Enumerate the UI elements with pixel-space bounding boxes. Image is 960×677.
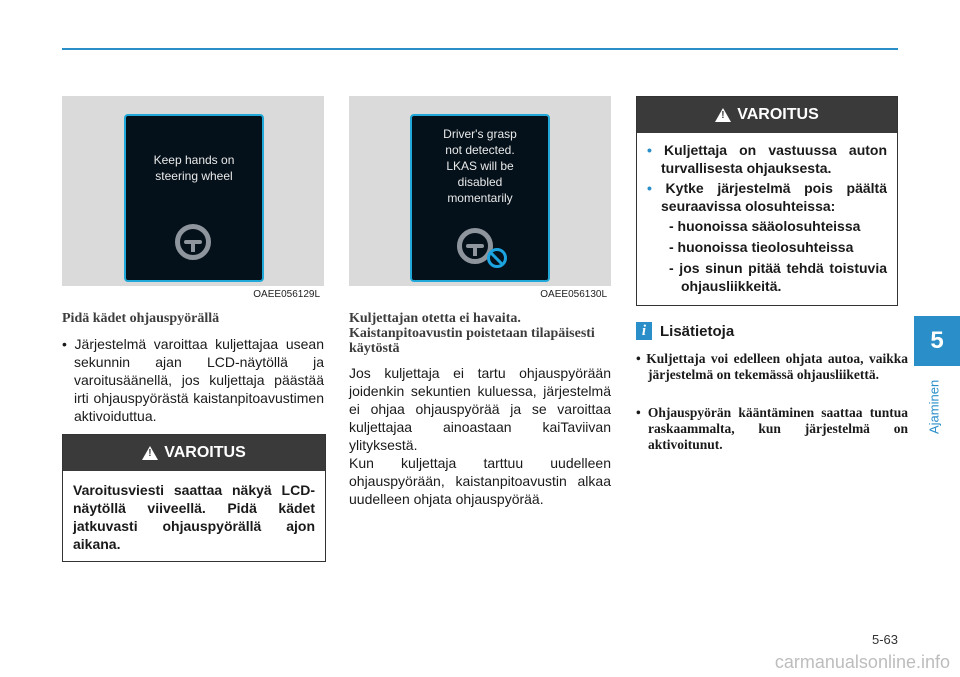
warning-box [62, 434, 326, 562]
lcd-screen [410, 114, 550, 282]
image-code: OAEE056130L [540, 289, 607, 300]
chapter-label: Ajaminen [926, 379, 942, 435]
prohibited-icon [487, 248, 507, 268]
info-title: Lisätietoja [660, 322, 735, 340]
bullet-paragraph: • Järjestelmä varoittaa kuljettajaa usean sekunnin ajan LCD-näytöllä ja varoitusäänellä, jos kuljettaja päästää irti ohjauspyörästä kaistanpitoavustimen aktivoiduttua. [62, 336, 324, 424]
section-heading: Kuljettajan otetta ei havaita. Kaistanpitoavustin poistetaan tilapäisesti käytöstä [349, 311, 595, 356]
warning-body [637, 133, 897, 308]
info-item: • Ohjauspyörän kääntäminen saattaa tuntua raskaammalta, kun järjestelmä on aktivoitunut. [636, 405, 908, 452]
warning-title: VAROITUS [164, 444, 246, 461]
watermark: carmanualsonline.info [774, 652, 950, 672]
illustration-grasp-not-detected [349, 96, 611, 300]
warning-sub-item: - jos sinun pitää tehdä toistuvia ohjausliikkeitä. [669, 260, 887, 294]
lcd-message: Keep hands on steering wheel [153, 153, 235, 183]
warning-item: • Kuljettaja on vastuussa auton turvallisesta ohjauksesta. [647, 142, 888, 176]
section-heading: Pidä kädet ohjauspyörällä [62, 311, 220, 326]
lcd-screen [124, 114, 264, 282]
image-code: OAEE056129L [253, 289, 320, 300]
header-rule [62, 48, 898, 50]
lcd-message: Driver's grasp not detected. LKAS will be disabled momentarily [443, 127, 517, 205]
warning-header [63, 435, 325, 471]
warning-triangle-icon: ! [142, 446, 158, 460]
warning-text: Varoitusviesti saattaa näkyä LCD-näytöllä viiveellä. Pidä kädet jatkuvasti ohjauspyörällä ajon aikana. [73, 482, 315, 552]
warning-triangle-icon: ! [715, 108, 731, 122]
info-icon: i [636, 322, 652, 340]
warning-header [637, 97, 897, 133]
warning-box [636, 96, 898, 306]
info-heading [636, 322, 734, 340]
warning-sub-item: - huonoissa tieolosuhteissa [669, 239, 854, 255]
steering-wheel-icon [175, 224, 211, 260]
warning-item: • Kytke järjestelmä pois päältä seuraavissa olosuhteissa: [647, 180, 887, 214]
info-item: • Kuljettaja voi edelleen ohjata autoa, vaikka järjestelmä on tekemässä ohjausliikettä. [636, 351, 908, 382]
warning-title: VAROITUS [737, 106, 819, 123]
illustration-keep-hands [62, 96, 324, 300]
page-number: 5-63 [871, 632, 898, 647]
paragraph: Kun kuljettaja tarttuu uudelleen ohjauspyörään, kaistanpitoavustin alkaa uudelleen ohjata ohjauspyörää. [349, 455, 611, 507]
paragraph: Jos kuljettaja ei tartu ohjauspyörään joidenkin sekuntien kuluessa, järjestelmä ei ohjaa ohjauspyörää ja se varoittaa kuljettajaa ainoastaan kaiTaviivan ylityksestä. [349, 365, 611, 453]
warning-sub-item: - huonoissa sääolosuhteissa [669, 218, 861, 234]
chapter-number-tab: 5 [914, 316, 960, 366]
